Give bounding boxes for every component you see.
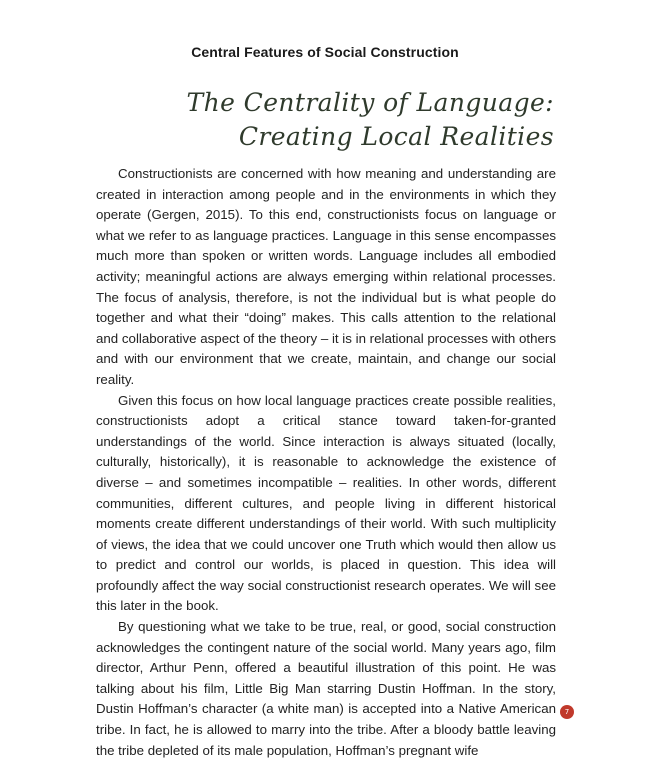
- paragraph: Given this focus on how local language practices create possible realities, constructionists adopt a critical stance toward taken-for-granted understandings of the world. Since interaction is always situated (locally, culturally, historically), it is reasonable to acknowledge the existence of diverse – and sometimes incompatible – realities. In other words, different communities, different cultures, and people living in different historical moments create different understandings of their world. With such multiplicity of views, the idea that we could uncover one Truth which would then allow us to predict and control our worlds, is placed in question. This idea will profoundly affect the way social constructionist research operates. We will see this later in the book.: [96, 392, 556, 614]
- running-head: Central Features of Social Construction: [191, 44, 459, 60]
- paragraph: Constructionists are concerned with how meaning and understanding are created in interaction among people and in the environments in which they operate (Gergen, 2015). To this end, constructionists focus on language or what we refer to as language practices. Language in this sense encompasses much more than spoken or written words. Language includes all embodied activity; meaningful actions are always emerging within relational processes. The focus of analysis, therefore, is not the individual but is what people do together and what their “doing” makes. This calls attention to the relational and collaborative aspect of the theory – it is in relational processes with others and with our environment that we create, maintain, and change our social reality.: [96, 166, 556, 387]
- chapter-title: The Centrality of Language: Creating Local Realities: [186, 88, 554, 151]
- paragraph: By questioning what we take to be true, real, or good, social construction acknowledges the contingent nature of the social world. Many years ago, film director, Arthur Penn, offered a beautiful illustration of this point. He was talking about his film, Little Big Man starring Dustin Hoffman. In the story, Dustin Hoffman’s character (a white man) is accepted into a Native American tribe. In fact, he is allowed to marry into the tribe. After a bloody battle leaving the tribe depleted of its male population, Hoffman’s pregnant wife: [96, 619, 556, 758]
- body-text: [96, 164, 556, 761]
- page-number-badge: 7: [560, 705, 574, 719]
